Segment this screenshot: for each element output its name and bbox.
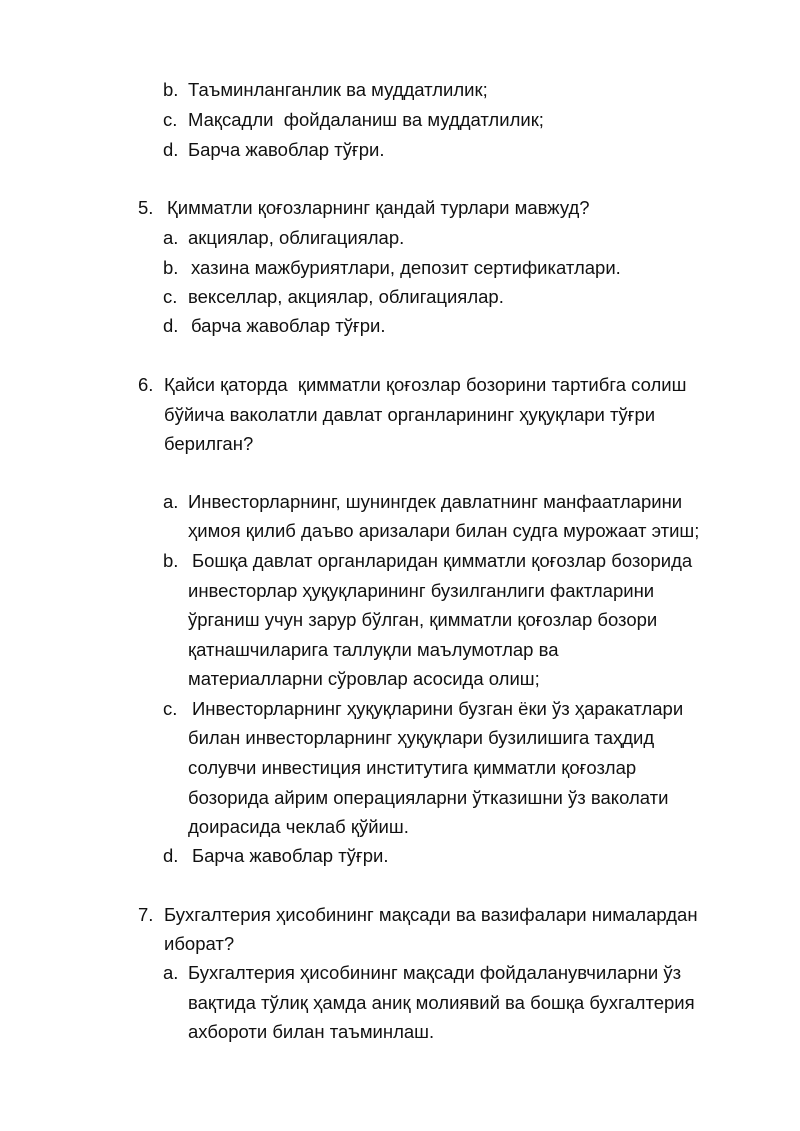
option-6c-line-2: билан инвесторларнинг ҳуқуқлари бузилишига таҳдид [188,727,655,748]
option-letter: d. [163,315,179,336]
option-letter: a. [163,962,179,983]
question-number: 5. [138,197,154,218]
option-6c-line-5: доирасида чеклаб қўйиш. [188,816,409,837]
question-6-line-3: берилган? [164,433,254,454]
option-6b-line-1: Бошқа давлат органларидан қимматли қоғозлар бозорида [192,550,693,571]
question-6-line-2: бўйича ваколатли давлат органларининг ҳуқуқлари тўғри [164,404,656,425]
option-6c-line-3: солувчи инвестиция институтига қимматли қоғозлар [188,757,637,778]
option-6d-line-1: Барча жавоблар тўғри. [192,845,389,866]
option-text: Мақсадли фойдаланиш ва муддатлилик; [188,109,544,130]
question-number: 6. [138,374,154,395]
option-letter: b. [163,550,179,571]
option-6b-line-4: қатнашчиларига таллуқли маълумотлар ва [188,639,559,660]
option-7a-line-2: вақтида тўлиқ ҳамда аниқ молиявий ва бошқа бухгалтерия [188,992,695,1013]
option-6a-line-2: ҳимоя қилиб даъво аризалари билан судга мурожаат этиш; [188,520,700,541]
option-7a-line-3: ахбороти билан таъминлаш. [188,1021,435,1042]
option-text: Таъминланганлик ва муддатлилик; [188,79,488,100]
option-text: хазина мажбуриятлари, депозит сертификатлари. [191,257,621,278]
option-letter: b. [163,79,179,100]
option-letter: d. [163,845,179,866]
option-text: векселлар, акциялар, облигациялар. [188,286,504,307]
option-6b-line-2: инвесторлар ҳуқуқларининг бузилганлиги фактларини [188,580,655,601]
option-letter: c. [163,698,178,719]
option-6c-line-1: Инвесторларнинг ҳуқуқларини бузган ёки ўз ҳаракатлари [192,698,684,719]
option-text: Барча жавоблар тўғри. [188,139,385,160]
question-number: 7. [138,904,154,925]
option-6b-line-5: материалларни сўровлар асосида олиш; [188,668,540,689]
option-text: барча жавоблар тўғри. [191,315,386,336]
option-7a-line-1: Бухгалтерия ҳисобининг мақсади фойдаланувчиларни ўз [188,962,682,983]
option-letter: a. [163,227,179,248]
question-text: Қимматли қоғозларнинг қандай турлари мавжуд? [167,197,590,218]
option-letter: a. [163,491,179,512]
option-letter: d. [163,139,179,160]
question-7-line-1: Бухгалтерия ҳисобининг мақсади ва вазифалари нималардан [164,904,698,925]
question-6-line-1: Қайси қаторда қимматли қоғозлар бозорини тартибга солиш [164,374,687,395]
option-letter: c. [163,286,178,307]
option-6a-line-1: Инвесторларнинг, шунингдек давлатнинг манфаатларини [188,491,683,512]
question-7-line-2: иборат? [164,933,235,954]
option-text: акциялар, облигациялар. [188,227,405,248]
option-letter: c. [163,109,178,130]
option-6c-line-4: бозорида айрим операцияларни ўтказишни ўз ваколати [188,787,669,808]
option-letter: b. [163,257,179,278]
option-6b-line-3: ўрганиш учун зарур бўлган, қимматли қоғозлар бозори [188,609,658,630]
